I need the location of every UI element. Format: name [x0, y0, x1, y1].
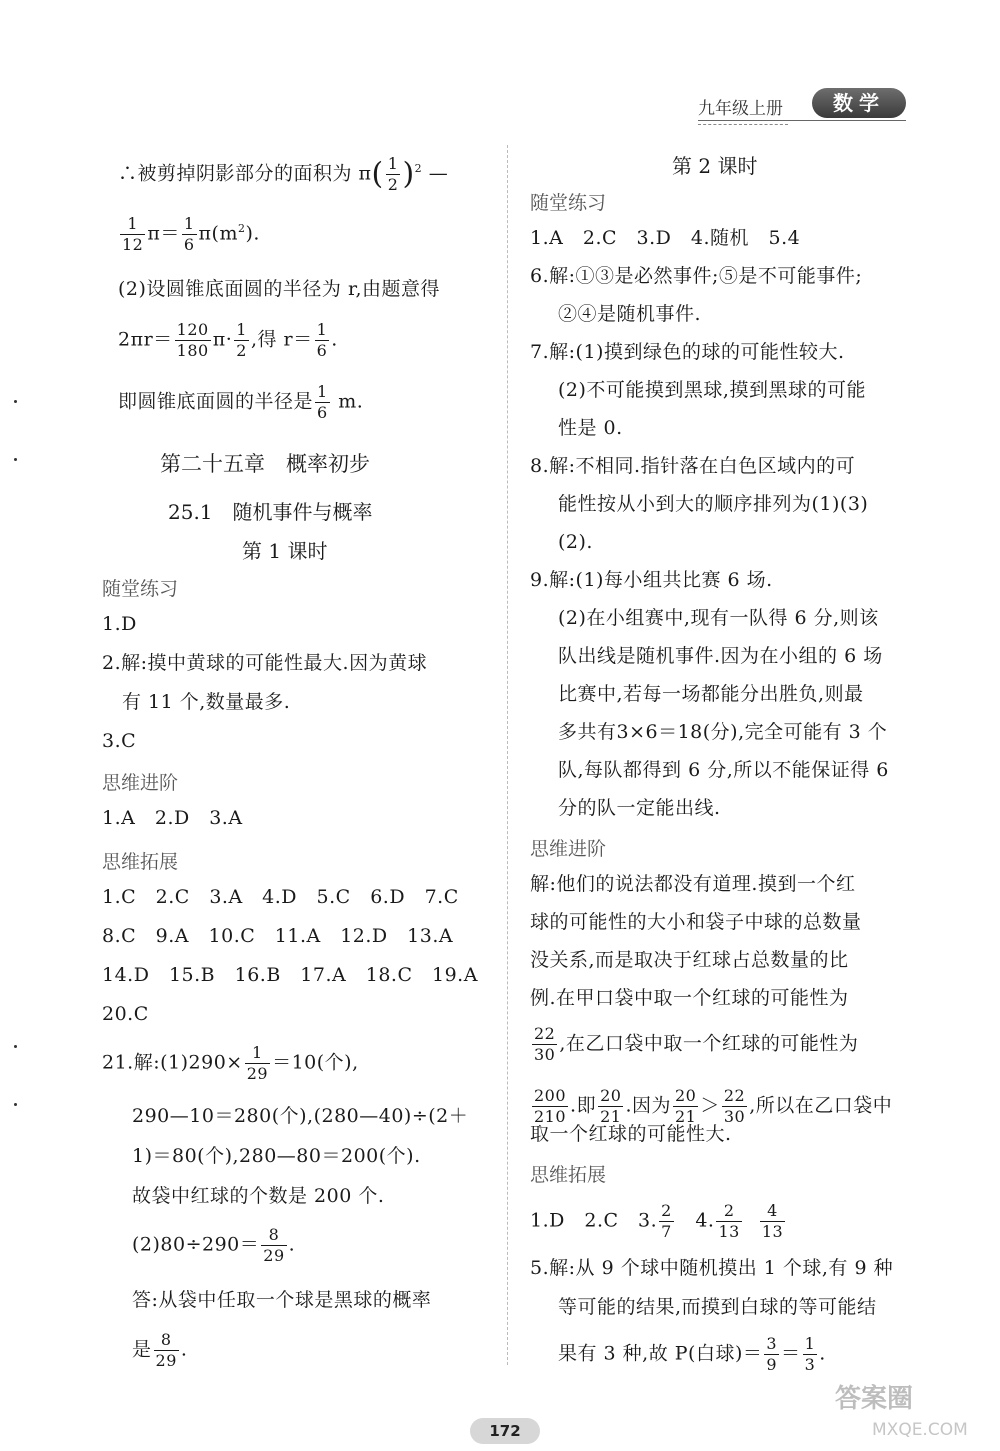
answer-line: 果有 3 种,故 P(白球)＝ $\frac{3}{9}$ ＝ $\frac{1}{3}$ .	[558, 1334, 826, 1374]
section-label: 思维进阶	[530, 838, 607, 860]
margin-dot	[14, 400, 17, 403]
lesson-title: 第 1 课时	[242, 539, 328, 563]
answer-line: 1.D 2.C 3. $\frac{2}{7}$ 4. $\frac{2}{13}$ $\frac{4}{13}$	[530, 1201, 784, 1241]
watermark-url: MXQE.COM	[872, 1420, 968, 1440]
section-label: 随堂练习	[102, 578, 179, 600]
answer-line: (2)不可能摸到黑球,摸到黑球的可能	[558, 379, 866, 401]
answer-line: $\frac{22}{30}$ ,在乙口袋中取一个红球的可能性为	[534, 1024, 859, 1064]
column-divider	[507, 145, 508, 1365]
answer-line: 5.解:从 9 个球中随机摸出 1 个球,有 9 种	[530, 1257, 894, 1279]
answer-line: 队,每队都得到 6 分,所以不能保证得 6	[558, 759, 889, 781]
answer-line: 有 11 个,数量最多.	[122, 691, 291, 713]
answer-line: 比赛中,若每一场都能分出胜负,则最	[558, 683, 864, 705]
answer-line: 性是 0.	[558, 417, 623, 439]
answer-line: 21.解:(1)290× $\frac{1}{29}$ ＝10(个),	[102, 1043, 359, 1083]
answer-line: 6.解:①③是必然事件;⑤是不可能事件;	[530, 265, 863, 287]
margin-dot	[14, 458, 17, 461]
answer-line: 没关系,而是取决于红球占总数量的比	[530, 949, 849, 971]
answer-line: 1.A 2.D 3.A	[102, 807, 243, 829]
answer-line: 解:他们的说法都没有道理.摸到一个红	[530, 873, 856, 895]
section-label: 思维拓展	[102, 851, 179, 873]
header-dashed-rule	[698, 124, 788, 125]
answer-line: 分的队一定能出线.	[558, 797, 721, 819]
answer-line: 多共有3×6＝18(分),完全可能有 3 个	[558, 721, 888, 743]
margin-dot	[14, 1103, 17, 1106]
answer-line: 取一个红球的可能性大.	[530, 1123, 732, 1145]
chapter-title: 第二十五章 概率初步	[160, 452, 370, 476]
answer-line: 1)＝80(个),280—80＝200(个).	[132, 1145, 421, 1167]
text-line: ∴被剪掉阴影部分的面积为 π( $\frac{1}{2}$ )$^2$ —	[118, 154, 449, 194]
answer-line: 例.在甲口袋中取一个红球的可能性为	[530, 987, 849, 1009]
section-label: 思维拓展	[530, 1164, 607, 1186]
answer-line: $\frac{200}{210}$ .即 $\frac{20}{21}$ .因为 $\frac{20}{21}$ ＞ $\frac{22}{30}$ ,所以在乙口袋中	[534, 1086, 893, 1126]
answer-line: 290—10＝280(个),(280—40)÷(2＋	[132, 1105, 469, 1127]
answer-line: 20.C	[102, 1003, 149, 1025]
margin-dot	[14, 1045, 17, 1048]
answer-line: 9.解:(1)每小组共比赛 6 场.	[530, 569, 773, 591]
answer-line: 1.D	[102, 613, 137, 635]
answer-line: (2)80÷290＝ $\frac{8}{29}$ .	[132, 1225, 296, 1265]
text-line: (2)设圆锥底面圆的半径为 r,由题意得	[118, 278, 440, 300]
answer-line: 2.解:摸中黄球的可能性最大.因为黄球	[102, 652, 428, 674]
page-number: 172	[470, 1418, 540, 1444]
answer-line: 14.D 15.B 16.B 17.A 18.C 19.A	[102, 964, 478, 986]
answer-line: 答:从袋中任取一个球是黑球的概率	[132, 1289, 432, 1311]
section-title: 25.1 随机事件与概率	[168, 500, 373, 524]
answer-line: 球的可能性的大小和袋子中球的总数量	[530, 911, 862, 933]
lesson-title: 第 2 课时	[672, 154, 758, 178]
answer-line: 3.C	[102, 730, 137, 752]
answer-line: 是 $\frac{8}{29}$ .	[132, 1330, 188, 1370]
text-line: 即圆锥底面圆的半径是 $\frac{1}{6}$ m.	[118, 382, 364, 422]
answer-line: ②④是随机事件.	[558, 303, 702, 325]
answer-line: 1.C 2.C 3.A 4.D 5.C 6.D 7.C	[102, 886, 459, 908]
answer-line: 能性按从小到大的顺序排列为(1)(3)	[558, 493, 869, 515]
text-line: 2πr＝ $\frac{120}{180}$ π· $\frac{1}{2}$ ,得 r＝ $\frac{1}{6}$ .	[118, 320, 338, 360]
answer-line: 7.解:(1)摸到绿色的球的可能性较大.	[530, 341, 845, 363]
answer-line: 1.A 2.C 3.D 4.随机 5.4	[530, 227, 801, 249]
answer-line: 队出线是随机事件.因为在小组的 6 场	[558, 645, 883, 667]
answer-line: (2).	[558, 531, 593, 553]
book-grade-label: 九年级上册	[698, 99, 783, 119]
answer-line: 等可能的结果,而摸到白球的等可能结	[558, 1296, 877, 1318]
header-rule	[698, 120, 906, 121]
answer-line: (2)在小组赛中,现有一队得 6 分,则该	[558, 607, 879, 629]
answer-line: 8.C 9.A 10.C 11.A 12.D 13.A	[102, 925, 454, 947]
watermark-logo: 答案圈	[835, 1384, 914, 1414]
section-label: 思维进阶	[102, 772, 179, 794]
answer-line: 8.解:不相同.指针落在白色区域内的可	[530, 455, 856, 477]
answer-line: 故袋中红球的个数是 200 个.	[132, 1185, 385, 1207]
text-line: $\frac{1}{12}$ π＝ $\frac{1}{6}$ $\pi(m^2)$.	[122, 214, 260, 254]
section-label: 随堂练习	[530, 192, 607, 214]
subject-badge: 数学	[812, 88, 906, 118]
